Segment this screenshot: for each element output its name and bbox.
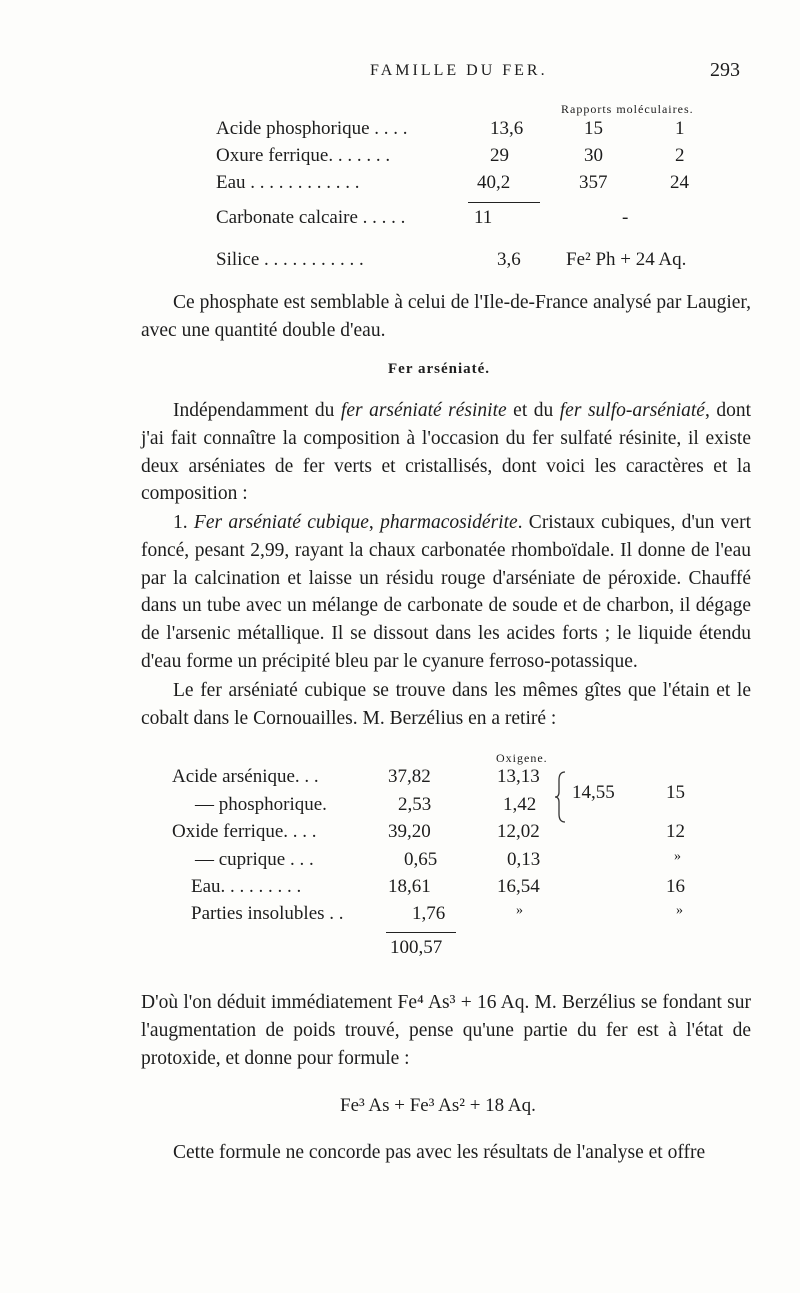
formula: Fe² Ph + 24 Aq. (566, 249, 687, 270)
ratio-1: 30 (584, 145, 603, 166)
section-heading: Fer arséniaté. (388, 361, 491, 377)
row-label: Acide phosphorique . . . . (216, 118, 408, 139)
page-number: 293 (710, 59, 740, 81)
ratio-1: 357 (579, 172, 608, 193)
brace-ratio: 15 (666, 782, 685, 803)
ratio-2: 24 (670, 172, 689, 193)
row-value: 3,6 (497, 249, 521, 270)
ratio-2: 1 (675, 118, 685, 139)
row-value: 18,61 (388, 876, 431, 897)
brace (555, 770, 569, 824)
paragraph: Le fer arséniaté cubique se trouve dans les mêmes gîtes que l'étain et le cobalt dans le Cornouailles. M. Berzélius en a retiré : (141, 680, 751, 729)
chemical-formula: Fe³ As + Fe³ As² + 18 Aq. (340, 1095, 536, 1116)
row-label: Silice . . . . . . . . . . . (216, 249, 364, 270)
row-label: Carbonate calcaire . . . . . (216, 207, 406, 228)
table-row (0, 903, 800, 933)
paragraph: Cette formule ne concorde pas avec les résultats de l'analyse et offre (173, 1142, 706, 1163)
row-value: 29 (490, 145, 509, 166)
table-row (0, 207, 800, 237)
paragraph: 1. Fer arséniaté cubique, pharmacosidérite. Cristaux cubiques, d'un vert foncé, pesant 2,99, rayant la chaux carbonatée rhomboïdale. Il donne de l'eau par la calcination et laisse un résidu rouge d'arséniate de péroxide. Chauffé dans un tube avec un mélange de carbonate de soude et de charbon, il dégage de l'arsenic métallique. Il se dissout dans les acides forts ; le liquide étendu d'eau forme un précipité bleu par le cyanure ferroso-potassique. (141, 512, 751, 672)
row-label: Eau . . . . . . . . . . . . (216, 172, 360, 193)
table-row (0, 172, 800, 202)
row-oxygen: » (516, 903, 523, 918)
table-row (0, 937, 800, 967)
row-oxygen: 0,13 (507, 849, 541, 870)
table-1-column-header: Rapports moléculaires. (561, 102, 694, 116)
row-label: Acide arsénique. . . (172, 766, 319, 787)
row-oxygen: 16,54 (497, 876, 540, 897)
row-oxygen: 1,42 (503, 794, 537, 815)
paragraph: Ce phosphate est semblable à celui de l'Ile-de-France analysé par Laugier, avec une quantité double d'eau. (141, 292, 751, 341)
row-label: Parties insolubles . . (191, 903, 344, 924)
row-label: — cuprique . . . (195, 849, 314, 870)
table-row (0, 876, 800, 906)
row-value: 13,6 (490, 118, 524, 139)
table-row (0, 145, 800, 175)
row-value: 1,76 (412, 903, 446, 924)
row-ratio: » (676, 903, 683, 918)
row-label: — phosphorique. (195, 794, 327, 815)
row-ratio: 12 (666, 821, 685, 842)
table-2-column-header: Oxigene. (496, 751, 548, 765)
row-value: 40,2 (477, 172, 511, 193)
row-value: 37,82 (388, 766, 431, 787)
row-label: Eau. . . . . . . . . (191, 876, 302, 897)
row-value: 0,65 (404, 849, 438, 870)
row-ratio: 16 (666, 876, 685, 897)
row-value: 2,53 (398, 794, 432, 815)
brace-sum: 14,55 (572, 782, 615, 803)
table-row (0, 118, 800, 148)
row-label: Oxide ferrique. . . . (172, 821, 317, 842)
table-row (0, 249, 800, 279)
sum-rule (468, 202, 540, 203)
row-value: 11 (474, 207, 493, 228)
total-value: 100,57 (390, 937, 443, 958)
row-label: Oxure ferrique. . . . . . . (216, 145, 391, 166)
table-row (0, 849, 800, 879)
ratio-1: 15 (584, 118, 603, 139)
row-oxygen: 13,13 (497, 766, 540, 787)
ratio-2: - (622, 207, 629, 228)
row-ratio: » (674, 849, 681, 864)
paragraph: Indépendamment du fer arséniaté résinite et du fer sulfo-arséniaté, dont j'ai fait connaître la composition à l'occasion du fer sulfaté résinite, il existe deux arséniates de fer verts et cristallisés, dont voici les caractères et la composition : (141, 400, 751, 505)
running-title: FAMILLE DU FER. (370, 62, 548, 79)
row-oxygen: 12,02 (497, 821, 540, 842)
sum-rule (386, 932, 456, 933)
row-value: 39,20 (388, 821, 431, 842)
paragraph: D'où l'on déduit immédiatement Fe⁴ As³ + 16 Aq. M. Berzélius se fondant sur l'augmentation de poids trouvé, pense qu'une partie du fer est à l'état de protoxide, et donne pour formule : (141, 992, 751, 1069)
table-row (0, 821, 800, 851)
ratio-2: 2 (675, 145, 685, 166)
